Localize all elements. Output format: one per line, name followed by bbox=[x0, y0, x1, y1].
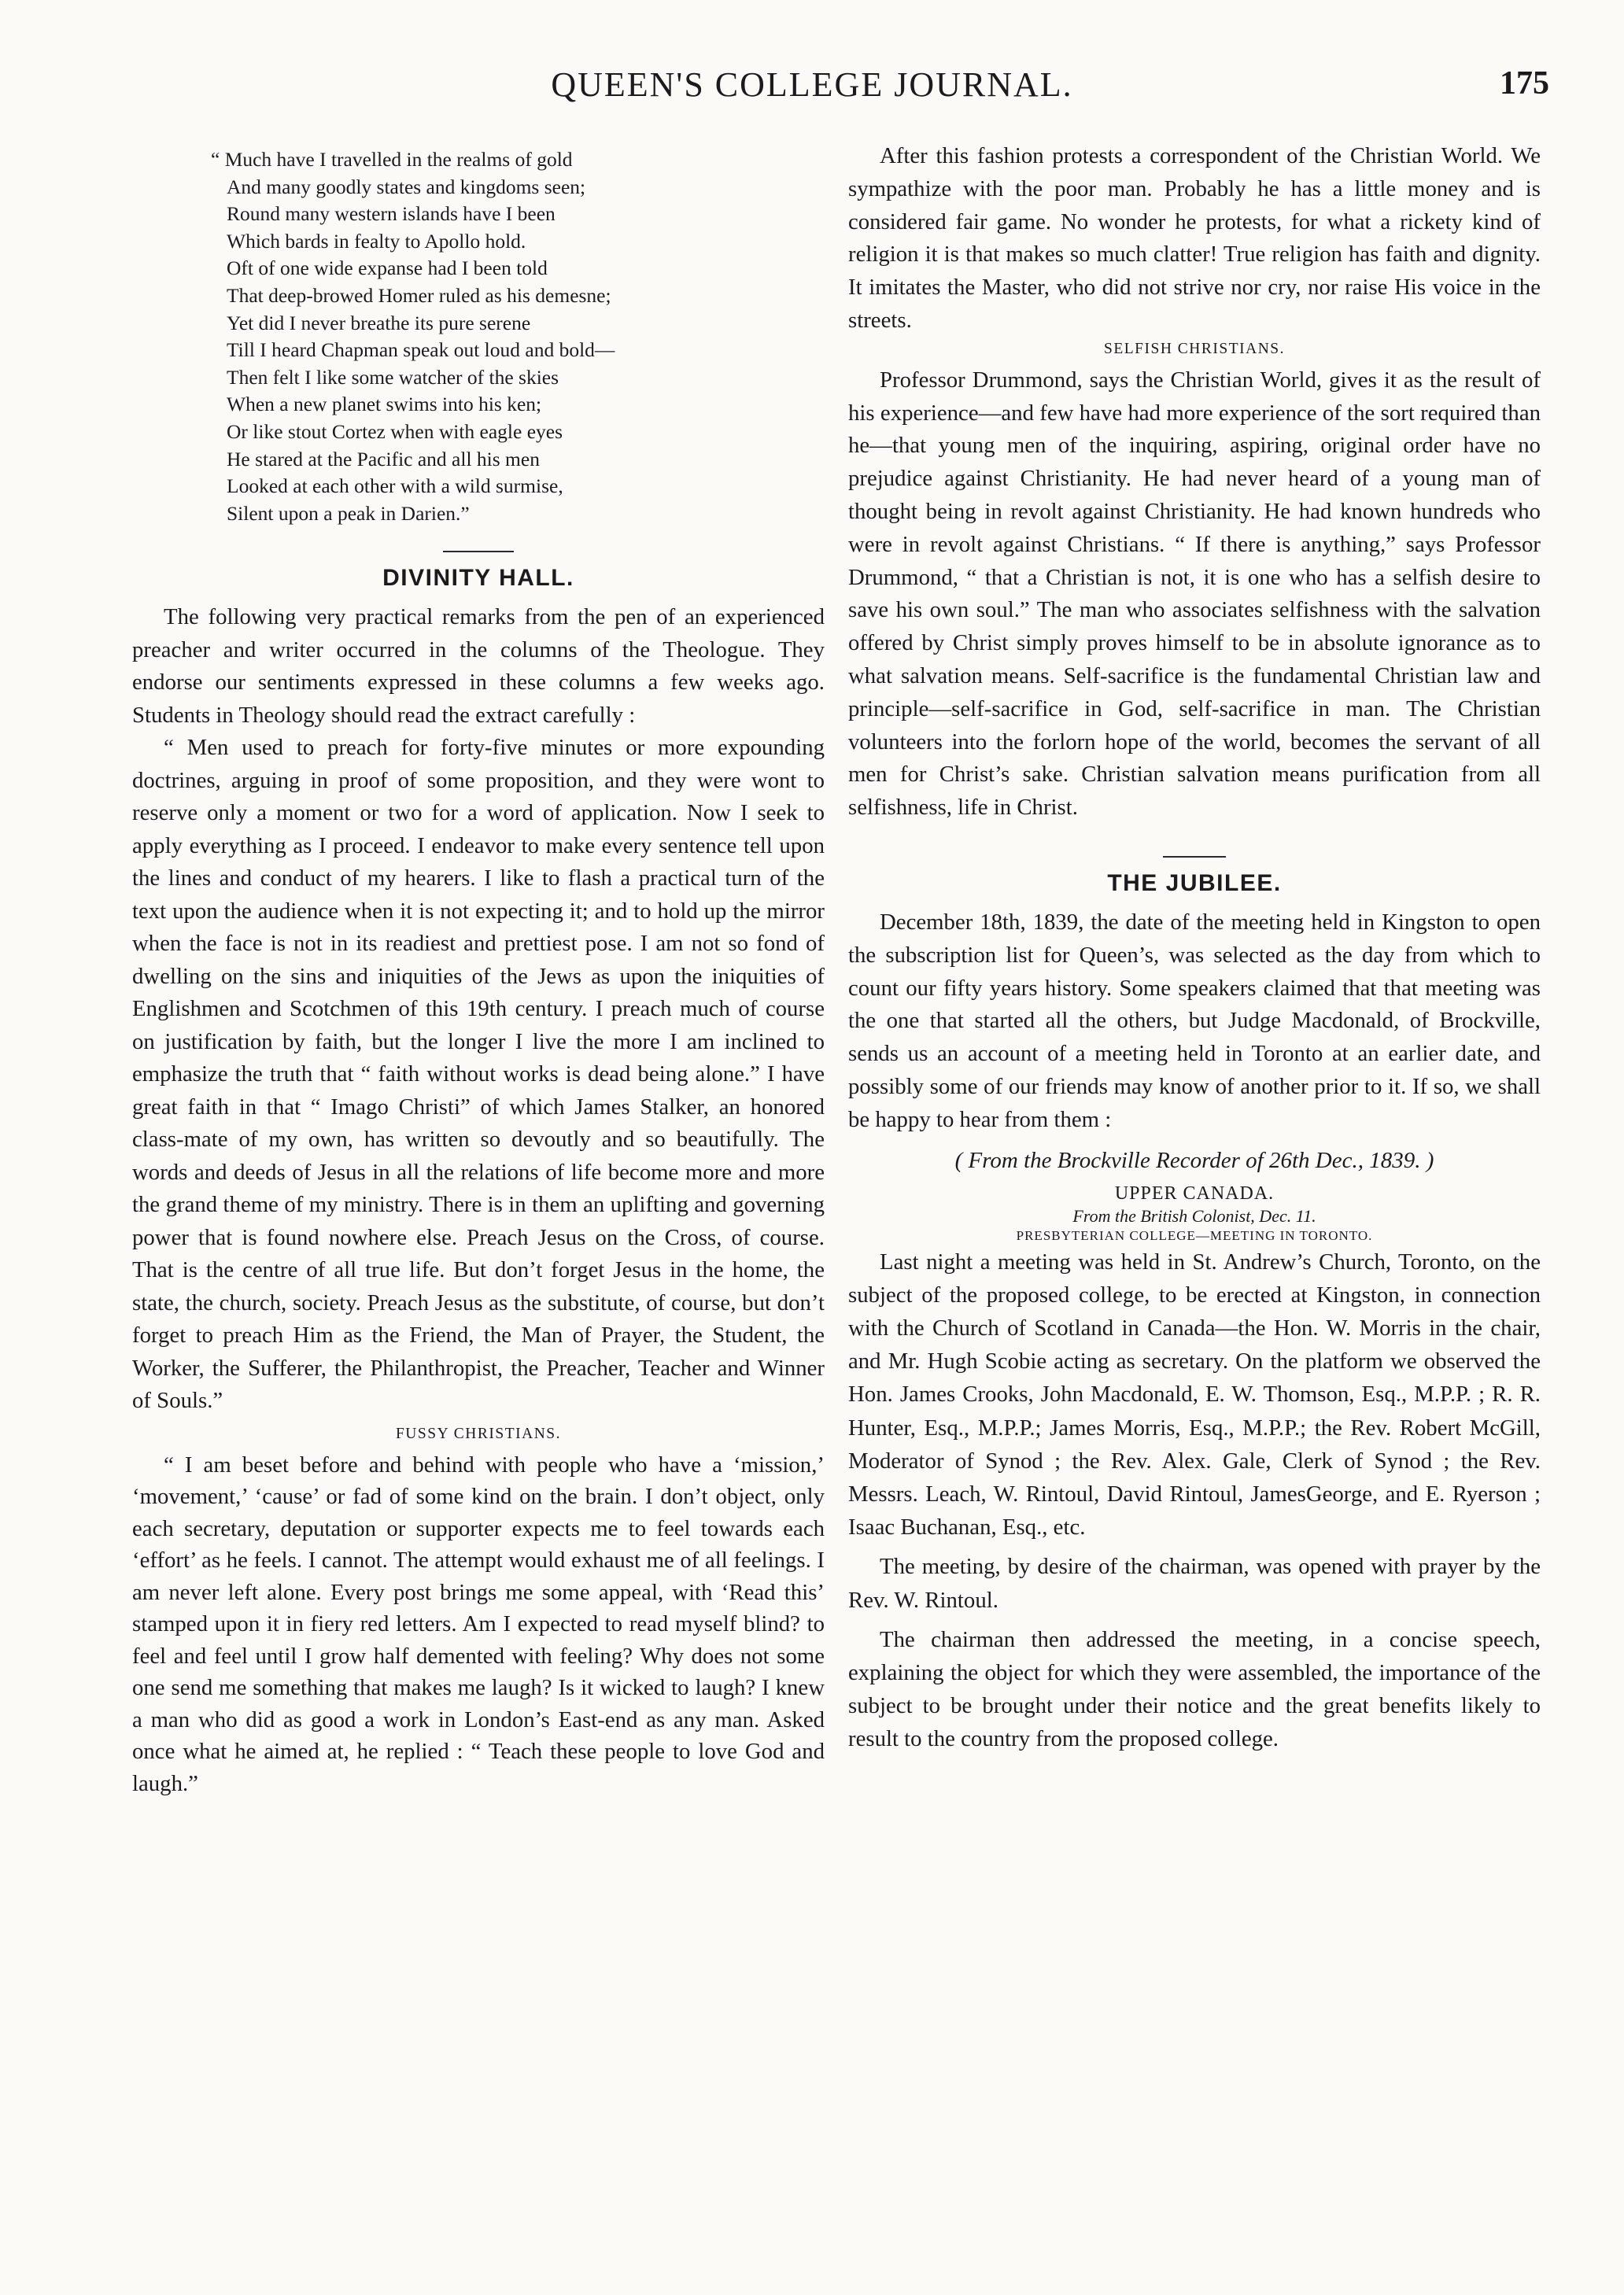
poem-line: Looked at each other with a wild surmise, bbox=[227, 474, 563, 498]
poem-line: “ Much have I travelled in the realms of gold bbox=[211, 148, 573, 171]
poem-line: Which bards in fealty to Apollo hold. bbox=[227, 229, 526, 253]
divinity-hall-heading: DIVINITY HALL. bbox=[382, 565, 574, 592]
poem-line: Round many western islands have I been bbox=[227, 202, 555, 226]
section-divider bbox=[443, 551, 514, 552]
left-column bbox=[132, 140, 825, 1799]
poem-line: Oft of one wide expanse had I been told bbox=[227, 256, 548, 280]
running-title: QUEEN'S COLLEGE JOURNAL. bbox=[551, 65, 1073, 104]
poem-line: Till I heard Chapman speak out loud and bold— bbox=[227, 338, 615, 362]
divinity-intro: The following very practical remarks from the pen of an experienced preacher and writer occurred in the columns of the Theologue. They endorse our sentiments expressed in these columns a few weeks ago. Students in Theology should read the extract carefully : bbox=[132, 604, 825, 728]
jubilee-text: December 18th, 1839, the date of the meeting held in Kingston to open the subscription list for Queen’s, was selected as the day from which to count our fifty years history. Some speakers claimed that that meeting was the one that started all the others, but Judge Macdonald, of Brockville, sends us an account of a meeting held in Toronto at an earlier date, and possibly some of our friends may know of another prior to it. If so, we shall be happy to hear from them : bbox=[848, 909, 1541, 1132]
fussy-christians-heading: FUSSY CHRISTIANS. bbox=[395, 1425, 562, 1442]
source-citation: ( From the Brockville Recorder of 26th Dec., 1839. ) bbox=[954, 1147, 1434, 1173]
poem-line: Silent upon a peak in Darien.” bbox=[227, 501, 470, 525]
divinity-body bbox=[132, 601, 825, 1799]
upper-canada-heading: UPPER CANADA. bbox=[1114, 1183, 1275, 1204]
poem-line: That deep-browed Homer ruled as his demesne; bbox=[227, 283, 611, 307]
protest-paragraph: After this fashion protests a correspondent of the Christian World. We sympathize with the poor man. Probably he has a little money and is considered fair game. No wonder he protests, for what a rickety kind of religion it is that makes so much clatter! True religion has faith and dignity. It imitates the Master, who did not strive nor cry, nor raise His voice in the streets. bbox=[848, 143, 1541, 333]
section-divider bbox=[1163, 856, 1226, 858]
selfish-christians-text: Professor Drummond, says the Christian World, gives it as the result of his experience—and few have had more experience of the sort required than he—that young men of the inquiring, aspiring, original order have no prejudice against Christianity. He had never heard of a young man of thought being in revolt against Christianity. He had known hundreds who were in revolt against Christians. “ If there is anything,” says Professor Drummond, “ that a Christian is not, it is one who has a selfish desire to save his own soul.” The man who associates selfishness with the salvation offered by Christ simply proves himself to be in absolute ignorance as to what salvation means. Self-sacrifice is the fundamental Christian law and principle—self-sacrifice in God, self-sacrifice in man. The Christian volunteers into the forlorn hope of the world, becomes the servant of all men for Christ’s sake. Christian salvation means purification from all selfishness, life in Christ. bbox=[848, 367, 1541, 821]
fussy-christians-text: “ I am beset before and behind with people who have a ‘mission,’ ‘movement,’ ‘cause’ or fad of some kind on the brain. I don’t object, only each secretary, deputation or supporter expects me to feel towards each ‘effort’ as he feels. I cannot. The attempt would exhaust me of all feelings. I am never left alone. Every post brings me some appeal, with ‘Read this’ stamped upon it in fiery red letters. Am I expected to read myself blind? to feel and feel until I grow half demented with feeling? Why does not some one send me something that makes me laugh? Is it wicked to laugh? I knew a man who did as good a work in London’s East-end as any man. Asked once what he aimed at, he replied : “ Teach these people to love God and laugh.” bbox=[132, 1452, 825, 1796]
poem-line: Then felt I like some watcher of the skies bbox=[227, 365, 559, 389]
meeting-paragraph: Last night a meeting was held in St. Andrew’s Church, Toronto, on the subject of the proposed college, to be erected at Kingston, in connection with the Church of Scotland in Canada—the Hon. W. Morris in the chair, and Mr. Hugh Scobie acting as secretary. On the platform we observed the Hon. James Crooks, John Macdonald, E. W. Thomson, Esq., M.P.P. ; R. R. Hunter, Esq., M.P.P.; James Morris, Esq., M.P.P.; the Rev. Robert McGill, Moderator of Synod ; the Rev. Alex. Gale, Clerk of Synod ; the Rev. Messrs. Leach, W. Rintoul, David Rintoul, JamesGeorge, and E. Ryerson ; Isaac Buchanan, Esq., etc. bbox=[848, 1249, 1541, 1540]
right-column bbox=[848, 140, 1541, 1756]
divinity-quote: “ Men used to preach for forty-five minutes or more expounding doctrines, arguing in proof of some proposition, and they were wont to reserve only a moment or two for a word of application. Now I seek to apply everything as I proceed. I endeavor to make every sentence tell upon the lines and conduct of my hearers. I like to flash a practical turn of the text upon the audience when it is not expecting it; and to hold up the mirror when the face is not in its readiest and prettiest pose. I am not so fond of dwelling on the sins and iniquities of the Jews as upon the iniquities of Englishmen and Scotchmen of this 19th century. I preach much of course on justification by faith, but the longer I live the more I am inclined to emphasize the truth that “ faith without works is dead being alone.” I have great faith in that “ Imago Christi” of which James Stalker, an honored class-mate of my own, has written so devoutly and so beautifully. The words and deeds of Jesus in all the relations of life become more and more the grand theme of my ministry. There is in them an uplifting and governing power that is found nowhere else. Preach Jesus on the Cross, of course. That is the centre of all true life. But don’t forget Jesus in the home, the state, the church, society. Preach Jesus as the substitute, of course, but don’t forget to preach Him as the Friend, the Man of Prayer, the Student, the Worker, the Sufferer, the Philanthropist, the Preacher, Teacher and Winner of Souls.” bbox=[132, 735, 825, 1414]
jubilee-heading: THE JUBILEE. bbox=[1107, 869, 1282, 896]
selfish-christians-heading: SELFISH CHRISTIANS. bbox=[1103, 340, 1286, 357]
poem-line: And many goodly states and kingdoms seen; bbox=[227, 175, 586, 198]
poem-line: Or like stout Cortez when with eagle eyes bbox=[227, 419, 563, 443]
poem-line: Yet did I never breathe its pure serene bbox=[227, 311, 531, 334]
meeting-paragraph: The chairman then addressed the meeting, in a concise speech, explaining the object for which they were assembled, the importance of the subject to be brought under their notice and the great benefits likely to result to the country from the proposed college. bbox=[848, 1626, 1541, 1752]
poem bbox=[211, 146, 825, 527]
page-number: 175 bbox=[1500, 65, 1549, 101]
british-colonist-line: From the British Colonist, Dec. 11. bbox=[1072, 1205, 1316, 1226]
presbyterian-college-heading: PRESBYTERIAN COLLEGE—MEETING IN TORONTO. bbox=[1016, 1227, 1373, 1243]
poem-line: When a new planet swims into his ken; bbox=[227, 393, 542, 416]
poem-line: He stared at the Pacific and all his men bbox=[227, 447, 540, 470]
meeting-paragraph: The meeting, by desire of the chairman, was opened with prayer by the Rev. W. Rintoul. bbox=[848, 1554, 1541, 1613]
